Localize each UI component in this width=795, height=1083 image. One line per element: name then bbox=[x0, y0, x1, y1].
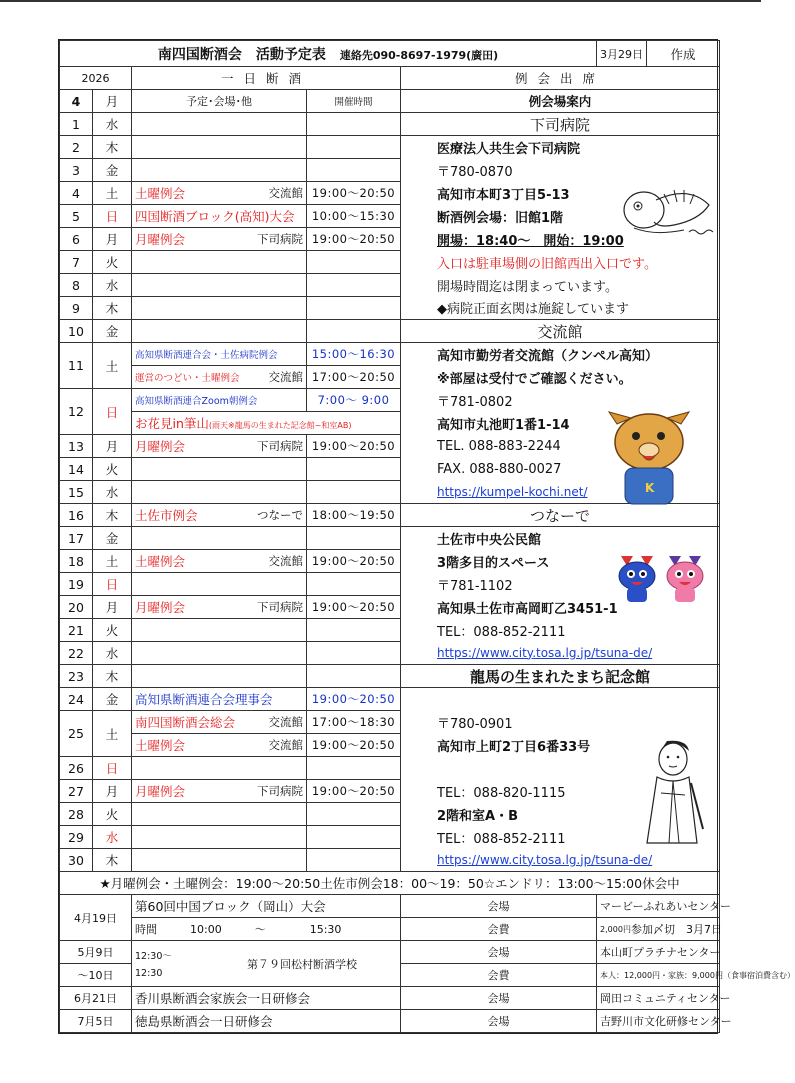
venue-link[interactable]: https://www.city.tosa.lg.jp/tsuna-de/ bbox=[401, 642, 720, 665]
day-of-week: 土 bbox=[93, 711, 132, 757]
event-cell: 土曜例会 交流館 bbox=[132, 734, 307, 757]
day-row bbox=[60, 665, 720, 688]
day-number: 28 bbox=[60, 803, 93, 826]
day-number: 2 bbox=[60, 136, 93, 159]
venue-info-line: 〒781-1102 bbox=[401, 573, 720, 596]
event-cell bbox=[132, 619, 307, 642]
day-number: 18 bbox=[60, 550, 93, 573]
venue-info-line: 〒780-0901 bbox=[401, 711, 720, 734]
day-row bbox=[60, 159, 720, 182]
event1-venue: マービーふれあいセンター bbox=[597, 895, 720, 918]
day-number: 15 bbox=[60, 481, 93, 504]
event4-date: 7月5日 bbox=[60, 1010, 132, 1033]
day-of-week: 月 bbox=[93, 596, 132, 619]
venue-info-line: 〒780-0870 bbox=[401, 159, 720, 182]
event-time bbox=[307, 274, 401, 297]
event3-title: 香川県断酒会家族会一日研修会 bbox=[132, 987, 401, 1010]
day-of-week: 水 bbox=[93, 826, 132, 849]
day-of-week: 木 bbox=[93, 136, 132, 159]
event-cell: 土曜例会 交流館 bbox=[132, 182, 307, 205]
event-cell bbox=[132, 803, 307, 826]
day-of-week: 火 bbox=[93, 251, 132, 274]
top-border bbox=[0, 0, 761, 2]
event4-title: 徳島県断酒会一日研修会 bbox=[132, 1010, 401, 1033]
day-row bbox=[60, 274, 720, 297]
venue-info-line: 医療法人共生会下司病院 bbox=[401, 136, 720, 159]
event-cell bbox=[132, 849, 307, 872]
venue-link[interactable]: https://kumpel-kochi.net/ bbox=[401, 481, 720, 504]
venue-info-line: 高知市丸池町1番1-14 bbox=[401, 412, 720, 435]
day-row bbox=[60, 343, 720, 366]
venue-heading: 交流館 bbox=[401, 320, 720, 343]
event-cell bbox=[132, 642, 307, 665]
day-number: 21 bbox=[60, 619, 93, 642]
event-time bbox=[307, 251, 401, 274]
event-time: 18:00～19:50 bbox=[307, 504, 401, 527]
event-time: 19:00～20:50 bbox=[307, 228, 401, 251]
day-of-week: 水 bbox=[93, 642, 132, 665]
event-time bbox=[307, 481, 401, 504]
venue-info-line: 高知県土佐市高岡町乙3451-1 bbox=[401, 596, 720, 619]
page-title: 南四国断酒会 活動予定表 連絡先090-8697-1979(廣田) bbox=[60, 41, 597, 67]
event-cell bbox=[132, 458, 307, 481]
venue-heading: つなーで bbox=[401, 504, 720, 527]
event-time: 17:00～18:30 bbox=[307, 711, 401, 734]
event-cell: 高知県断酒連合Zoom朝例会 bbox=[132, 389, 307, 412]
day-row bbox=[60, 688, 720, 711]
day-number: 26 bbox=[60, 757, 93, 780]
event-time: 19:00～20:50 bbox=[307, 688, 401, 711]
venue-info-line: ※部屋は受付でご確認ください。 bbox=[401, 366, 720, 389]
venue-info-line: 3階多目的スペース bbox=[401, 550, 720, 573]
day-row bbox=[60, 642, 720, 665]
event-time bbox=[307, 849, 401, 872]
day-row bbox=[60, 619, 720, 642]
event3-venue: 岡田コミュニティセンター bbox=[597, 987, 720, 1010]
day-number: 6 bbox=[60, 228, 93, 251]
event1-date: 4月19日 bbox=[60, 895, 132, 941]
venue-info-line: TEL：088-852-2111 bbox=[401, 619, 720, 642]
event-time bbox=[307, 665, 401, 688]
day-number: 19 bbox=[60, 573, 93, 596]
event-time: 15:00～16:30 bbox=[307, 343, 401, 366]
event-cell bbox=[132, 527, 307, 550]
event2-title: 12:30～ 12:30 第７９回松村断酒学校 bbox=[132, 941, 401, 987]
day-row bbox=[60, 734, 720, 757]
venue-info-line: 高知市上町2丁目6番33号 bbox=[401, 734, 720, 757]
venue-info-line: 土佐市中央公民館 bbox=[401, 527, 720, 550]
day-of-week: 土 bbox=[93, 182, 132, 205]
svg-text:K: K bbox=[645, 481, 655, 495]
event-cell bbox=[132, 274, 307, 297]
event3-date: 6月21日 bbox=[60, 987, 132, 1010]
monkey-illustration bbox=[614, 180, 724, 240]
day-number: 1 bbox=[60, 113, 93, 136]
event-time: 19:00～20:50 bbox=[307, 780, 401, 803]
day-row bbox=[60, 136, 720, 159]
event-cell: 南四国断酒会総会 交流館 bbox=[132, 711, 307, 734]
month-label: 月 bbox=[93, 90, 132, 113]
venue-info-line bbox=[401, 688, 720, 711]
event-cell bbox=[132, 573, 307, 596]
event4-venue-label: 会場 bbox=[401, 1010, 597, 1033]
venue-info-line: ◆病院正面玄関は施錠しています bbox=[401, 297, 720, 320]
day-row bbox=[60, 297, 720, 320]
event2-venue-label: 会場 bbox=[401, 941, 597, 964]
event-time bbox=[307, 803, 401, 826]
event-cell bbox=[132, 136, 307, 159]
day-of-week: 金 bbox=[93, 688, 132, 711]
day-number: 27 bbox=[60, 780, 93, 803]
event2-venue: 本山町プラチナセンター bbox=[597, 941, 720, 964]
day-of-week: 木 bbox=[93, 665, 132, 688]
day-number: 25 bbox=[60, 711, 93, 757]
day-of-week: 水 bbox=[93, 274, 132, 297]
event1-title: 第60回中国ブロック（岡山）大会 bbox=[132, 895, 401, 918]
event-time: 19:00～20:50 bbox=[307, 182, 401, 205]
event-cell: 土曜例会 交流館 bbox=[132, 550, 307, 573]
event-time bbox=[307, 527, 401, 550]
day-of-week: 月 bbox=[93, 435, 132, 458]
day-number: 9 bbox=[60, 297, 93, 320]
kumpel-mascot bbox=[599, 404, 699, 514]
day-of-week: 火 bbox=[93, 458, 132, 481]
event-cell: 月曜例会 下司病院 bbox=[132, 596, 307, 619]
day-of-week: 土 bbox=[93, 550, 132, 573]
day-number: 8 bbox=[60, 274, 93, 297]
event-time: 19:00～20:50 bbox=[307, 435, 401, 458]
daily-abstinence-header: 一日断酒 bbox=[132, 67, 401, 90]
event-cell bbox=[132, 665, 307, 688]
day-number: 14 bbox=[60, 458, 93, 481]
day-of-week: 日 bbox=[93, 573, 132, 596]
venue-info-line: 入口は駐車場側の旧館西出入口です。 bbox=[401, 251, 720, 274]
day-of-week: 月 bbox=[93, 228, 132, 251]
footer-note: ★月曜例会・土曜例会：19:00～20:50土佐市例会18：00～19：50☆エンドリ：13:00～15:00休会中 bbox=[60, 872, 720, 895]
event-time bbox=[307, 297, 401, 320]
day-row bbox=[60, 527, 720, 550]
event-cell: お花見in筆山(雨天※龍馬の生まれた記念館~和室AB) bbox=[132, 412, 401, 435]
event-cell bbox=[132, 159, 307, 182]
day-number: 13 bbox=[60, 435, 93, 458]
created-label: 作成 bbox=[647, 41, 720, 67]
day-number: 11 bbox=[60, 343, 93, 389]
day-number: 22 bbox=[60, 642, 93, 665]
day-of-week: 火 bbox=[93, 803, 132, 826]
event-time bbox=[307, 619, 401, 642]
col-plan: 予定･会場･他 bbox=[132, 90, 307, 113]
event-time: 19:00～20:50 bbox=[307, 550, 401, 573]
event-time: 19:00～20:50 bbox=[307, 734, 401, 757]
day-row bbox=[60, 757, 720, 780]
event-time bbox=[307, 826, 401, 849]
event1-venue-label: 会場 bbox=[401, 895, 597, 918]
day-of-week: 日 bbox=[93, 205, 132, 228]
venue-info-line: 断酒例会場：旧館1階 bbox=[401, 205, 720, 228]
event-cell: 高知県断酒連合会・土佐病院例会 bbox=[132, 343, 307, 366]
event-time: 10:00～15:30 bbox=[307, 205, 401, 228]
event-cell: 運営のつどい・土曜例会 交流館 bbox=[132, 366, 307, 389]
day-number: 17 bbox=[60, 527, 93, 550]
day-of-week: 日 bbox=[93, 757, 132, 780]
venue-info-line: TEL：088-852-2111 bbox=[401, 826, 720, 849]
event-cell bbox=[132, 251, 307, 274]
venue-link[interactable]: https://www.city.tosa.lg.jp/tsuna-de/ bbox=[401, 849, 720, 872]
day-number: 23 bbox=[60, 665, 93, 688]
day-number: 16 bbox=[60, 504, 93, 527]
ryoma-illustration bbox=[637, 733, 707, 853]
event3-venue-label: 会場 bbox=[401, 987, 597, 1010]
col-venue-guide: 例会場案内 bbox=[401, 90, 720, 113]
event-time bbox=[307, 320, 401, 343]
day-of-week: 土 bbox=[93, 343, 132, 389]
venue-info-line: FAX. 088-880-0027 bbox=[401, 458, 720, 481]
day-of-week: 木 bbox=[93, 297, 132, 320]
day-of-week: 月 bbox=[93, 780, 132, 803]
event-time bbox=[307, 113, 401, 136]
day-of-week: 水 bbox=[93, 481, 132, 504]
event-cell: 土佐市例会 つなーで bbox=[132, 504, 307, 527]
meeting-attendance-header: 例会出席 bbox=[401, 67, 720, 90]
day-row bbox=[60, 826, 720, 849]
venue-info-line: 〒781-0802 bbox=[401, 389, 720, 412]
day-of-week: 金 bbox=[93, 320, 132, 343]
venue-info-line: TEL. 088-883-2244 bbox=[401, 435, 720, 458]
event-time bbox=[307, 757, 401, 780]
day-of-week: 金 bbox=[93, 159, 132, 182]
day-of-week: 水 bbox=[93, 113, 132, 136]
event-time bbox=[307, 136, 401, 159]
event-time bbox=[307, 458, 401, 481]
schedule-sheet bbox=[58, 39, 795, 1034]
venue-info-line: 開場：18:40～ 開始：19:00 bbox=[401, 228, 720, 251]
day-of-week: 火 bbox=[93, 619, 132, 642]
event-cell bbox=[132, 320, 307, 343]
venue-heading: 下司病院 bbox=[401, 113, 720, 136]
event1-time: 時間 10:00 ～ 15:30 bbox=[132, 918, 401, 941]
day-number: 3 bbox=[60, 159, 93, 182]
day-number: 4 bbox=[60, 182, 93, 205]
venue-heading: 龍馬の生まれたまち記念館 bbox=[401, 665, 720, 688]
year: 2026 bbox=[60, 67, 132, 90]
event1-fee: 2,000円 参加〆切 3月7日 bbox=[597, 918, 720, 941]
event-cell bbox=[132, 113, 307, 136]
event-cell: 四国断酒ブロック(高知)大会 bbox=[132, 205, 307, 228]
day-row bbox=[60, 803, 720, 826]
day-row bbox=[60, 113, 720, 136]
venue-info-line: 2階和室A・B bbox=[401, 803, 720, 826]
created-date: 3月29日 bbox=[597, 41, 647, 67]
day-row bbox=[60, 849, 720, 872]
event2-date-b: ～10日 bbox=[60, 964, 132, 987]
event4-venue: 吉野川市文化研修センター bbox=[597, 1010, 720, 1033]
day-of-week: 日 bbox=[93, 389, 132, 435]
event-cell: 月曜例会 下司病院 bbox=[132, 435, 307, 458]
venue-info-line: TEL：088-820-1115 bbox=[401, 780, 720, 803]
event-cell: 月曜例会 下司病院 bbox=[132, 780, 307, 803]
event-time bbox=[307, 573, 401, 596]
day-row bbox=[60, 780, 720, 803]
event-cell bbox=[132, 826, 307, 849]
event-cell bbox=[132, 757, 307, 780]
day-number: 5 bbox=[60, 205, 93, 228]
event-cell: 高知県断酒連合会理事会 bbox=[132, 688, 307, 711]
event-cell bbox=[132, 297, 307, 320]
day-number: 30 bbox=[60, 849, 93, 872]
day-number: 12 bbox=[60, 389, 93, 435]
col-time: 開催時間 bbox=[307, 90, 401, 113]
day-of-week: 木 bbox=[93, 504, 132, 527]
day-row bbox=[60, 711, 720, 734]
day-number: 29 bbox=[60, 826, 93, 849]
tsunade-mascots bbox=[607, 548, 717, 612]
event-cell: 月曜例会 下司病院 bbox=[132, 228, 307, 251]
day-row bbox=[60, 366, 720, 389]
event2-date-a: 5月9日 bbox=[60, 941, 132, 964]
event-time: 17:00～20:50 bbox=[307, 366, 401, 389]
day-number: 24 bbox=[60, 688, 93, 711]
day-of-week: 木 bbox=[93, 849, 132, 872]
day-number: 7 bbox=[60, 251, 93, 274]
event1-fee-label: 会費 bbox=[401, 918, 597, 941]
venue-info-line: 高知市勤労者交流館（クンペル高知） bbox=[401, 343, 720, 366]
event-time: 19:00～20:50 bbox=[307, 596, 401, 619]
event2-fee-label: 会費 bbox=[401, 964, 597, 987]
venue-info-line: 高知市本町3丁目5-13 bbox=[401, 182, 720, 205]
day-row bbox=[60, 251, 720, 274]
event-cell bbox=[132, 481, 307, 504]
venue-info-line: 開場時間迄は閉まっています。 bbox=[401, 274, 720, 297]
day-row bbox=[60, 320, 720, 343]
event2-fee: 本人：12,000円・家族：9,000円（食事宿泊費含む） bbox=[597, 964, 720, 987]
event-time bbox=[307, 159, 401, 182]
month-number: 4 bbox=[60, 90, 93, 113]
day-number: 20 bbox=[60, 596, 93, 619]
day-of-week: 金 bbox=[93, 527, 132, 550]
event-time bbox=[307, 642, 401, 665]
day-number: 10 bbox=[60, 320, 93, 343]
event-time: 7:00～ 9:00 bbox=[307, 389, 401, 412]
